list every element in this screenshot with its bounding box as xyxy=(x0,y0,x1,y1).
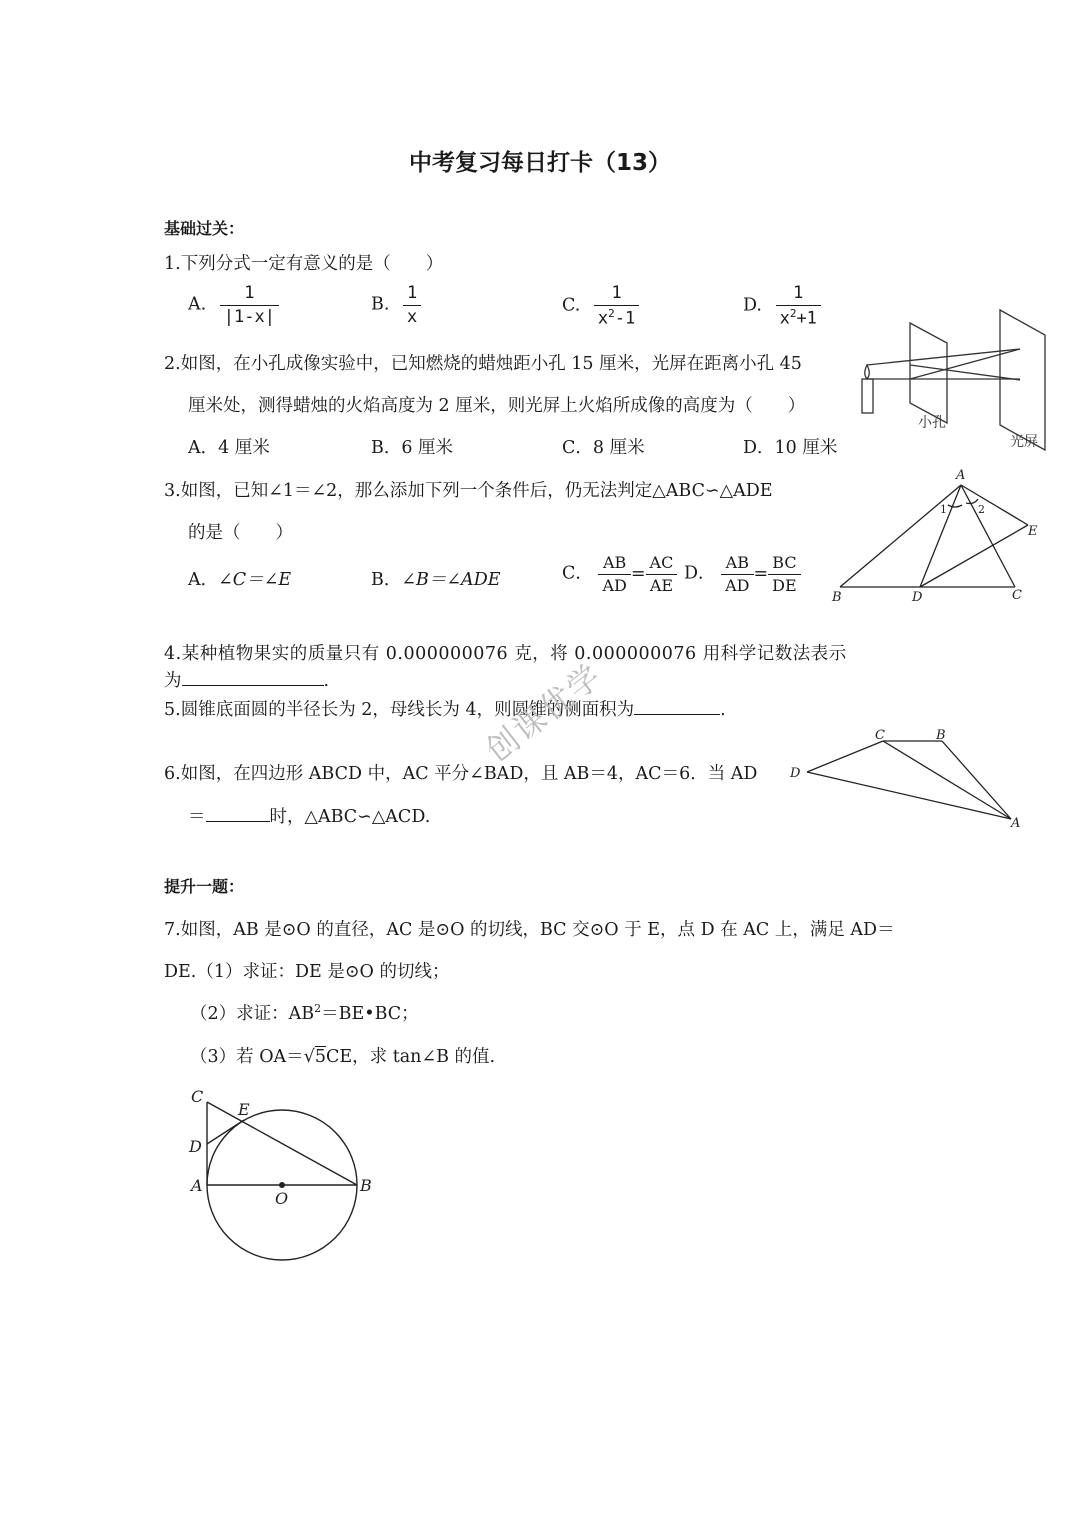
angle-2-arc xyxy=(966,499,978,504)
den-exponent: 2 xyxy=(789,306,797,320)
text-suffix: ＝BE•BC； xyxy=(321,1004,419,1024)
numerator: 1 xyxy=(793,283,804,303)
question-3-stem-line2: 的是（ ） xyxy=(188,523,293,543)
question-6-line1: 6.如图，在四边形 ABCD 中，AC 平分∠BAD，且 AB＝4，AC＝6．当 AD xyxy=(164,764,758,784)
question-2-option-b: B．6 厘米 xyxy=(371,438,454,458)
question-2-option-d: D．10 厘米 xyxy=(743,438,838,458)
den-base: x xyxy=(597,308,609,329)
label-A: A xyxy=(1011,816,1021,831)
segment-DE xyxy=(207,1120,244,1144)
text-suffix: 时，△ABC∽△ACD. xyxy=(269,807,431,827)
denominator: |1-x| xyxy=(220,305,279,327)
question-7-line2: DE.（1）求证：DE 是⊙O 的切线； xyxy=(164,962,450,982)
text-prefix: （3）若 OA＝ xyxy=(190,1047,304,1067)
question-3-stem-line1: 3.如图，已知∠1＝∠2，那么添加下列一个条件后，仍无法判定△ABC∽△ADE xyxy=(164,481,773,501)
question-3-option-a xyxy=(188,566,291,591)
circle-figure xyxy=(182,1080,382,1265)
fraction-left xyxy=(721,554,753,594)
denominator: DE xyxy=(768,574,801,595)
option-label: B. xyxy=(371,294,390,315)
label-screen: 光屏 xyxy=(1010,434,1038,450)
segment-CB xyxy=(207,1102,357,1185)
den-base: x xyxy=(779,308,790,329)
question-7-line1: 7.如图，AB 是⊙O 的直径，AC 是⊙O 的切线，BC 交⊙O 于 E，点 D 在 AC 上，满足 AD＝ xyxy=(164,920,895,940)
denominator: AD xyxy=(721,574,753,595)
angle-1-arc xyxy=(948,505,962,507)
question-2-option-c: C．8 厘米 xyxy=(562,438,645,458)
quadrilateral-figure xyxy=(785,722,1030,832)
equals-sign: = xyxy=(753,564,769,585)
fraction xyxy=(776,284,821,328)
denominator: AE xyxy=(646,574,677,595)
text-suffix: CE，求 tan∠B 的值. xyxy=(325,1047,496,1067)
question-2-option-a: A．4 厘米 xyxy=(188,438,270,458)
denominator: AD xyxy=(598,574,630,595)
numerator: 1 xyxy=(244,283,255,303)
option-text: ∠B＝∠ADE xyxy=(401,570,501,590)
den-tail: -1 xyxy=(614,308,636,329)
segment-AB xyxy=(840,485,961,587)
denominator xyxy=(776,305,821,328)
question-1-option-b xyxy=(371,284,421,326)
triangle-figure xyxy=(828,465,1048,610)
pinhole-figure xyxy=(855,305,1060,455)
question-2-stem-line1: 2.如图，在小孔成像实验中，已知燃烧的蜡烛距小孔 15 厘米，光屏在距离小孔 45 xyxy=(164,354,802,374)
equals-sign: = xyxy=(630,564,646,585)
den-tail: +1 xyxy=(796,308,817,329)
numerator: 1 xyxy=(407,283,418,303)
question-1-option-a xyxy=(188,284,279,326)
option-label: D． xyxy=(684,563,716,584)
watermark: 创课优学 xyxy=(478,655,610,770)
fraction xyxy=(403,284,421,326)
den-exponent: 2 xyxy=(608,306,615,320)
center-dot xyxy=(279,1182,285,1188)
label-D: D xyxy=(912,590,923,605)
text-prefix: ＝ xyxy=(188,807,206,827)
label-B: B xyxy=(360,1176,372,1195)
fraction xyxy=(220,284,279,326)
section-heading-advanced: 提升一题： xyxy=(164,877,245,896)
question-4-line1: 4.某种植物果实的质量只有 0.000000076 克，将 0.000000076 用科学记数法表示 xyxy=(164,644,847,664)
text-prefix: 5.圆锥底面圆的半径长为 2，母线长为 4，则圆锥的侧面积为 xyxy=(164,700,635,720)
screen-plate xyxy=(1000,310,1045,450)
question-7-line3 xyxy=(190,1000,419,1025)
hole-plate xyxy=(910,323,947,423)
question-1-option-d xyxy=(743,284,821,328)
question-7-line4 xyxy=(190,1043,495,1068)
segment-DE xyxy=(920,525,1028,587)
segment-AD xyxy=(920,485,961,587)
label-C: C xyxy=(875,728,885,743)
question-2-stem-line2: 厘米处，测得蜡烛的火焰高度为 2 厘米，则光屏上火焰所成像的高度为（ ） xyxy=(188,396,806,416)
question-1-option-c xyxy=(562,284,639,328)
label-A: A xyxy=(956,468,966,483)
label-E: E xyxy=(1028,524,1038,539)
candle-flame xyxy=(865,365,870,379)
label-O: O xyxy=(275,1189,289,1208)
answer-blank[interactable] xyxy=(182,669,324,686)
question-4-line2 xyxy=(164,667,329,692)
numerator: BC xyxy=(772,553,797,572)
label-B: B xyxy=(832,590,842,605)
label-D: D xyxy=(790,766,801,781)
candle-body xyxy=(862,379,873,413)
numerator: AB xyxy=(603,553,627,572)
option-label: D. xyxy=(743,295,762,316)
segment-DC xyxy=(807,741,883,772)
label-D: D xyxy=(189,1137,202,1156)
option-label: B． xyxy=(371,570,402,590)
label-A: A xyxy=(191,1176,203,1195)
label-C: C xyxy=(191,1087,204,1106)
denominator: x xyxy=(403,305,421,327)
text-prefix: 为 xyxy=(164,671,182,691)
option-text: ∠C＝∠E xyxy=(218,570,292,590)
section-heading-basic: 基础过关： xyxy=(164,219,245,238)
label-hole: 小孔 xyxy=(918,415,946,431)
fraction xyxy=(594,284,639,328)
text-suffix: . xyxy=(323,671,330,691)
numerator: AB xyxy=(725,553,749,572)
option-label: A. xyxy=(188,294,207,315)
sqrt-sign: √ xyxy=(303,1047,315,1067)
label-angle-1: 1 xyxy=(940,503,947,516)
sqrt-radicand: 5 xyxy=(314,1047,326,1067)
label-E: E xyxy=(238,1100,250,1119)
option-label: C. xyxy=(562,295,581,316)
question-6-line2 xyxy=(188,803,430,828)
label-B: B xyxy=(936,728,946,743)
numerator: 1 xyxy=(611,283,622,303)
segment-BA xyxy=(942,741,1011,819)
question-3-option-d xyxy=(684,554,801,594)
text-prefix: （2）求证：AB xyxy=(190,1004,315,1024)
segment-DA xyxy=(807,772,1011,819)
option-label: C． xyxy=(562,563,593,584)
label-C: C xyxy=(1012,588,1022,603)
superscript: 2 xyxy=(314,1002,322,1016)
numerator: AC xyxy=(649,553,674,572)
text-suffix: . xyxy=(720,700,726,720)
question-1-stem: 1.下列分式一定有意义的是（ ） xyxy=(164,254,444,274)
option-label: A． xyxy=(188,570,219,590)
question-5 xyxy=(164,696,726,721)
ray-cross-b xyxy=(910,349,1020,379)
fraction-right xyxy=(768,554,801,594)
ray-top xyxy=(867,349,1020,365)
answer-blank[interactable] xyxy=(206,805,270,822)
ray-cross-a xyxy=(910,365,1020,380)
fraction-right xyxy=(646,554,678,594)
question-3-option-c xyxy=(562,554,677,594)
segment-CA xyxy=(883,741,1011,819)
denominator xyxy=(594,305,639,328)
page-title: 中考复习每日打卡（13） xyxy=(408,150,671,176)
answer-blank[interactable] xyxy=(634,698,720,715)
question-3-option-b xyxy=(371,566,501,591)
segment-AC xyxy=(961,485,1015,587)
label-angle-2: 2 xyxy=(978,503,985,516)
fraction-left xyxy=(598,554,630,594)
